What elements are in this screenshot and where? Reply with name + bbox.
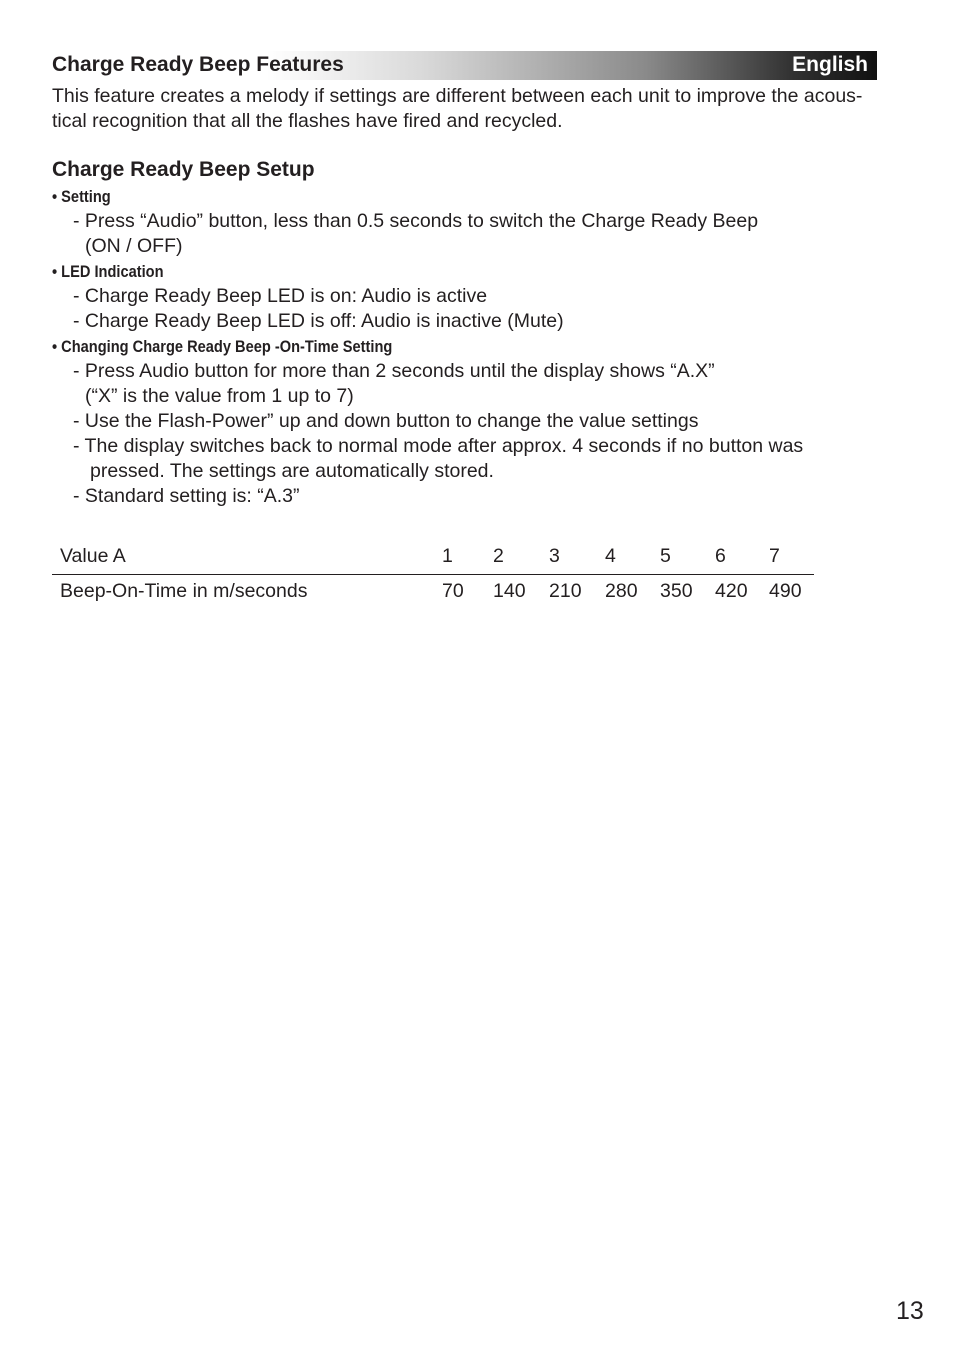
led-bullet: • LED Indication xyxy=(52,262,164,281)
row-label: Value A xyxy=(60,545,126,567)
table-row xyxy=(52,540,814,575)
table-cell: 280 xyxy=(605,580,638,602)
table-cell: 70 xyxy=(442,580,464,602)
led-line: - Charge Ready Beep LED is on: Audio is active xyxy=(73,285,488,307)
setting-line: - Press “Audio” button, less than 0.5 seconds to switch the Charge Ready Beep xyxy=(73,210,759,232)
ontime-line: - Press Audio button for more than 2 seconds until the display shows “A.X” xyxy=(73,360,715,382)
table-cell: 7 xyxy=(769,545,780,567)
intro-line: tical recognition that all the flashes have fired and recycled. xyxy=(52,110,563,132)
language-label: English xyxy=(792,53,868,76)
ontime-line: (“X” is the value from 1 up to 7) xyxy=(85,385,354,407)
table-cell: 140 xyxy=(493,580,526,602)
table-cell: 350 xyxy=(660,580,693,602)
table-cell: 490 xyxy=(769,580,802,602)
beep-time-table xyxy=(52,540,814,609)
row-label: Beep-On-Time in m/seconds xyxy=(60,580,308,602)
table-row xyxy=(52,575,814,609)
led-line: - Charge Ready Beep LED is off: Audio is inactive (Mute) xyxy=(73,310,564,332)
table-cell: 3 xyxy=(549,545,560,567)
ontime-line: - Standard setting is: “A.3” xyxy=(73,485,300,507)
table-cell: 1 xyxy=(442,545,453,567)
table-cell: 5 xyxy=(660,545,671,567)
ontime-line: - The display switches back to normal mode after approx. 4 seconds if no button was xyxy=(73,435,804,457)
section-title: Charge Ready Beep Features xyxy=(52,53,344,76)
ontime-line: pressed. The settings are automatically stored. xyxy=(90,460,494,482)
intro-line: This feature creates a melody if settings are different between each unit to improve the acous- xyxy=(52,85,863,107)
intro-paragraph xyxy=(52,84,882,134)
table-cell: 420 xyxy=(715,580,748,602)
table-cell: 210 xyxy=(549,580,582,602)
setting-line: (ON / OFF) xyxy=(85,235,183,257)
table-cell: 6 xyxy=(715,545,726,567)
table-cell: 2 xyxy=(493,545,504,567)
ontime-line: - Use the Flash-Power” up and down button to change the value settings xyxy=(73,410,699,432)
page-number: 13 xyxy=(896,1297,924,1325)
setup-content xyxy=(52,184,892,509)
setting-bullet: • Setting xyxy=(52,187,111,206)
table-cell: 4 xyxy=(605,545,616,567)
ontime-bullet: • Changing Charge Ready Beep -On-Time Setting xyxy=(52,337,393,356)
setup-heading: Charge Ready Beep Setup xyxy=(52,158,315,181)
